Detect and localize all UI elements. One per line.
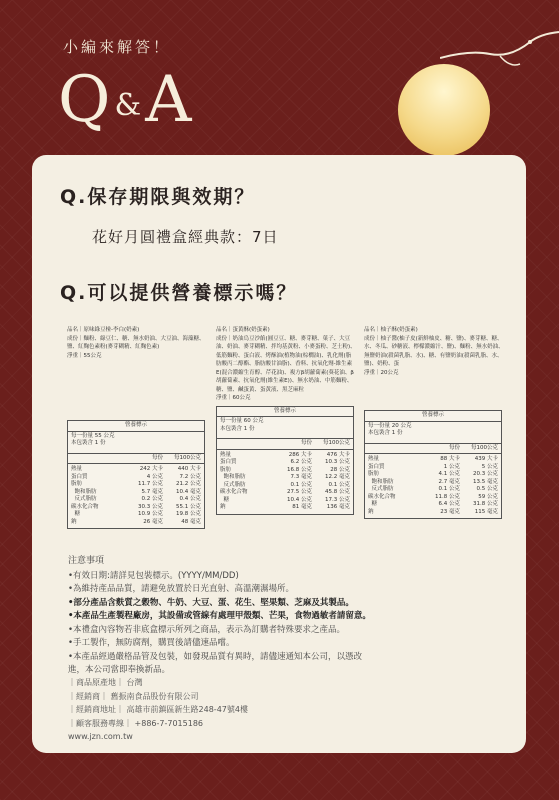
nutrient-name: 碳水化合物: [368, 493, 396, 500]
nutrition-row: [217, 504, 353, 512]
nutrition-row: [68, 496, 204, 504]
nutrient-name: 鈉: [220, 504, 226, 510]
note-item: •本禮盒內容物若非底盒標示所列之商品，表示為訂購者特殊要求之產品。: [68, 624, 346, 635]
nutrient-name: 飽和脂肪: [220, 474, 246, 480]
value-per-serving: 7.3 毫克: [290, 474, 312, 480]
col-per-100g: 每100公克: [471, 444, 498, 451]
note-item: •本產品生產製程廠房，其設備或管線有處理甲殼類、芒果，食物過敏者請留意。: [68, 611, 371, 621]
notes-section: [68, 555, 488, 678]
question-nutrition: Q.可以提供營養標示嗎？: [60, 282, 298, 304]
company-info: [68, 676, 248, 744]
servings-per-pack: 本包裝含 1 份: [368, 430, 403, 436]
nutrition-columns: [365, 444, 501, 455]
nutrition-row: [217, 452, 353, 460]
nutrient-name: 糖: [220, 496, 229, 503]
nutrient-name: 反式脂肪: [368, 486, 394, 492]
nutrition-row: [365, 471, 501, 479]
serving-size: 每一份量 55 公克: [71, 432, 115, 439]
value-per-serving: 10.9 公克: [138, 511, 163, 517]
nutrition-row: [217, 474, 353, 482]
value-per-100g: 45.8 公克: [325, 489, 350, 495]
product-name: 品名｜原味綠豆椪-李白(奶素): [67, 327, 140, 333]
nutrient-name: 糖: [71, 511, 80, 517]
nutrient-name: 飽和脂肪: [71, 488, 97, 495]
col-per-100g: 每100公克: [174, 454, 201, 461]
product-ingredients: 成份｜奶油烏豆沙餡(圓豆豆、糖、麥芽糖、菓子、大豆油、奶油、麥芽糊精、拌均基黃粉、小麥蛋粉、芝士粉)、低筋麵粉、蛋白液、烤酥油(植物油(棕櫚油)、乳化劑(脂肪酸丙二醇酯、脂肪酸甘油脂)、香料、抗氧化劑-維生素E(混合濃縮生育醇、芹花油)、複方β胡蘿蔔素(葵花油、β胡蘿蔔素、抗氧化劑(維生素E))、無水奶油、中筋麵粉、糖、鹽、鹹蛋黃、蛋黃液、黑芝麻粒: [216, 335, 356, 393]
nutrition-columns: [68, 454, 204, 465]
value-per-100g: 21.2 公克: [176, 481, 201, 487]
nutrition-row: [217, 482, 353, 490]
question-shelf-life: Q.保存期限與效期？: [60, 186, 256, 208]
product-panel-3: [364, 326, 504, 519]
value-per-100g: 17.3 公克: [325, 496, 350, 503]
servings-per-pack: 本包裝含 1 份: [71, 440, 106, 446]
value-per-serving: 16.8 公克: [287, 466, 312, 473]
note-item: •本產品經過嚴格品管及包裝，如發現品質有異時，請儘速通知本公司，以憑改: [68, 651, 363, 662]
value-per-serving: 286 大卡: [288, 451, 312, 458]
nutrient-name: 碳水化合物: [71, 503, 99, 510]
product-spec: [216, 326, 356, 403]
serving-size: 每一份量 60 公克: [220, 418, 264, 424]
value-per-100g: 20.3 公克: [473, 471, 498, 477]
qa-title: [58, 63, 194, 138]
nutrition-row: [68, 474, 204, 482]
value-per-serving: 81 毫克: [292, 504, 312, 510]
nutrient-name: 蛋白質: [368, 463, 385, 470]
qa-title-amp: &: [114, 88, 144, 123]
note-item: •手工製作，無防腐劑，購買後請儘速品嚐。: [68, 638, 235, 648]
website-link[interactable]: www.jzn.com.tw: [68, 732, 133, 741]
header-subtitle: 小編來解答！: [63, 38, 172, 56]
value-per-serving: 2.7 毫克: [438, 478, 460, 485]
nutrition-row: [217, 497, 353, 505]
product-panel-1: [67, 326, 207, 529]
value-per-100g: 440 大卡: [177, 466, 201, 472]
nutrient-name: 鈉: [368, 508, 374, 515]
value-per-100g: 12.2 毫克: [325, 474, 350, 480]
nutrition-row: [68, 519, 204, 527]
nutrition-meta: [365, 422, 501, 444]
value-per-100g: 0.1 公克: [328, 481, 350, 488]
nutrition-row: [365, 509, 501, 517]
value-per-100g: 115 毫克: [474, 508, 498, 515]
product-spec: [67, 326, 207, 360]
value-per-serving: 10.4 公克: [287, 496, 312, 503]
qa-title-a: A: [145, 63, 194, 137]
nutrient-name: 脂肪: [71, 481, 83, 487]
nutrition-row: [68, 466, 204, 474]
nutrition-row: [365, 494, 501, 502]
col-per-serving: 每份: [448, 444, 460, 451]
product-name: 品名｜柚子酥(奶蛋素): [364, 327, 418, 333]
nutrition-row: [68, 504, 204, 512]
value-per-serving: 4 公克: [146, 473, 163, 480]
product-name: 品名｜蛋黃酥(奶蛋素): [216, 327, 270, 333]
nutrient-name: 熱量: [220, 451, 232, 458]
nutrition-table: [364, 410, 502, 519]
value-per-serving: 6.4 公克: [438, 501, 460, 507]
nutrition-rows: [217, 450, 353, 514]
nutrient-name: 鈉: [71, 518, 77, 525]
value-per-serving: 1 公克: [443, 463, 460, 470]
value-per-serving: 6.2 公克: [290, 459, 312, 465]
col-per-serving: 每份: [300, 440, 312, 446]
plum-branch-decoration: [440, 28, 559, 68]
value-per-100g: 13.5 毫克: [473, 478, 498, 485]
nutrient-name: 熱量: [368, 456, 380, 462]
notes-title: 注意事項: [68, 556, 105, 566]
nutrient-name: 糖: [368, 501, 377, 507]
value-per-serving: 4.1 公克: [438, 471, 460, 477]
nutrient-name: 蛋白質: [220, 459, 237, 465]
value-per-100g: 5 公克: [481, 463, 498, 470]
nutrition-row: [365, 456, 501, 464]
note-item: •為維持產品品質，請避免放置於日光直射、高溫潮濕場所。: [68, 584, 295, 594]
product-ingredients: 成份｜柚子醬(柚子皮(新鮮柚皮、糖、鹽)、麥芽糖、糖、水、冬瓜、砂糖液、檸檬濃縮汁、鹽)、麵粉、無水奶油、無鹽奶油(殺菌乳脂、水)、糖、有鹽奶油(殺菌乳脂、水、鹽)、奶粉、蛋: [364, 335, 504, 367]
nutrition-row: [217, 459, 353, 467]
moon-decoration: [398, 64, 490, 156]
value-per-100g: 10.3 公克: [325, 459, 350, 465]
value-per-100g: 7.2 公克: [179, 473, 201, 480]
qa-title-q: Q: [58, 63, 113, 137]
nutrient-name: 反式脂肪: [220, 481, 246, 488]
servings-per-pack: 本包裝含 1 份: [220, 425, 255, 432]
value-per-100g: 28 公克: [330, 466, 350, 473]
value-per-100g: 48 毫克: [181, 518, 201, 525]
product-panel-2: [216, 326, 356, 515]
value-per-serving: 0.1 公克: [438, 486, 460, 492]
col-per-serving: 每份: [151, 454, 163, 461]
value-per-100g: 31.8 公克: [473, 501, 498, 507]
nutrition-row: [365, 486, 501, 494]
value-per-100g: 55.1 公克: [176, 503, 201, 510]
value-per-100g: 10.4 毫克: [176, 488, 201, 495]
nutrition-row: [365, 464, 501, 472]
nutrition-heading: 營養標示: [217, 407, 353, 418]
answer-shelf-life: 花好月圓禮盒經典款：7日: [92, 228, 279, 246]
value-per-serving: 242 大卡: [139, 466, 163, 472]
nutrient-name: 熱量: [71, 466, 83, 472]
nutrition-row: [68, 511, 204, 519]
product-spec: [364, 326, 504, 377]
value-per-serving: 30.3 公克: [138, 503, 163, 510]
notes-list: [68, 570, 488, 678]
nutrition-rows: [68, 464, 204, 528]
value-per-100g: 136 毫克: [326, 504, 350, 510]
company-line: ｜顧客服務專線｜ +886-7-7015186: [68, 718, 204, 728]
nutrition-row: [365, 479, 501, 487]
nutrition-row: [68, 481, 204, 489]
company-line: ｜商品原產地｜ 台灣: [68, 678, 143, 687]
value-per-serving: 0.1 公克: [290, 481, 312, 488]
product-weight: 淨重｜60公克: [216, 395, 251, 401]
nutrition-heading: 營養標示: [68, 421, 204, 432]
value-per-serving: 11.8 公克: [435, 493, 460, 500]
value-per-100g: 0.4 公克: [179, 496, 201, 502]
nutrition-meta: [68, 432, 204, 454]
nutrient-name: 反式脂肪: [71, 496, 97, 502]
value-per-serving: 5.7 毫克: [141, 488, 163, 495]
value-per-serving: 88 大卡: [440, 456, 460, 462]
nutrient-name: 蛋白質: [71, 473, 88, 480]
nutrition-row: [217, 467, 353, 475]
nutrition-row: [217, 489, 353, 497]
note-item: •有效日期:請詳見包裝標示。(YYYY/MM/DD): [68, 570, 239, 581]
product-weight: 淨重｜55公克: [67, 352, 102, 359]
nutrition-meta: [217, 417, 353, 439]
nutrition-columns: [217, 439, 353, 450]
nutrient-name: 碳水化合物: [220, 489, 248, 495]
col-per-100g: 每100公克: [323, 440, 350, 446]
company-line: ｜經銷商地址｜ 高雄市前鎮區新生路248-47號4樓: [68, 705, 248, 714]
value-per-100g: 439 大卡: [474, 456, 498, 462]
nutrition-row: [365, 501, 501, 509]
value-per-serving: 27.5 公克: [287, 489, 312, 495]
value-per-serving: 23 毫克: [440, 508, 460, 515]
nutrition-rows: [365, 454, 501, 518]
value-per-100g: 476 大卡: [326, 451, 350, 458]
product-weight: 淨重｜20公克: [364, 369, 399, 376]
nutrition-table: [67, 420, 205, 529]
nutrient-name: 脂肪: [368, 471, 380, 477]
value-per-100g: 59 公克: [478, 493, 498, 500]
value-per-100g: 19.8 公克: [176, 511, 201, 517]
value-per-serving: 26 毫克: [143, 518, 163, 525]
nutrition-table: [216, 406, 354, 515]
company-line: ｜經銷商｜ 舊振南食品股份有限公司: [68, 691, 199, 701]
note-item: •部分產品含麩質之穀物、牛奶、大豆、蛋、花生、堅果類、芝麻及其製品。: [68, 597, 354, 608]
serving-size: 每一份量 20 公克: [368, 422, 412, 429]
nutrition-row: [68, 489, 204, 497]
nutrient-name: 飽和脂肪: [368, 478, 394, 485]
product-ingredients: 成份｜麵粉、綠豆仁、糖、無水奶油、大豆油、海藻糖、鹽、紅麴色素粉(麥芽糊精、紅麴色素): [67, 335, 205, 350]
note-item: 進，本公司當即奉換新品。: [68, 665, 171, 675]
value-per-serving: 11.7 公克: [138, 481, 163, 487]
nutrition-heading: 營養標示: [365, 411, 501, 422]
nutrient-name: 脂肪: [220, 466, 232, 473]
value-per-serving: 0.2 公克: [141, 496, 163, 502]
value-per-100g: 0.5 公克: [476, 486, 498, 492]
